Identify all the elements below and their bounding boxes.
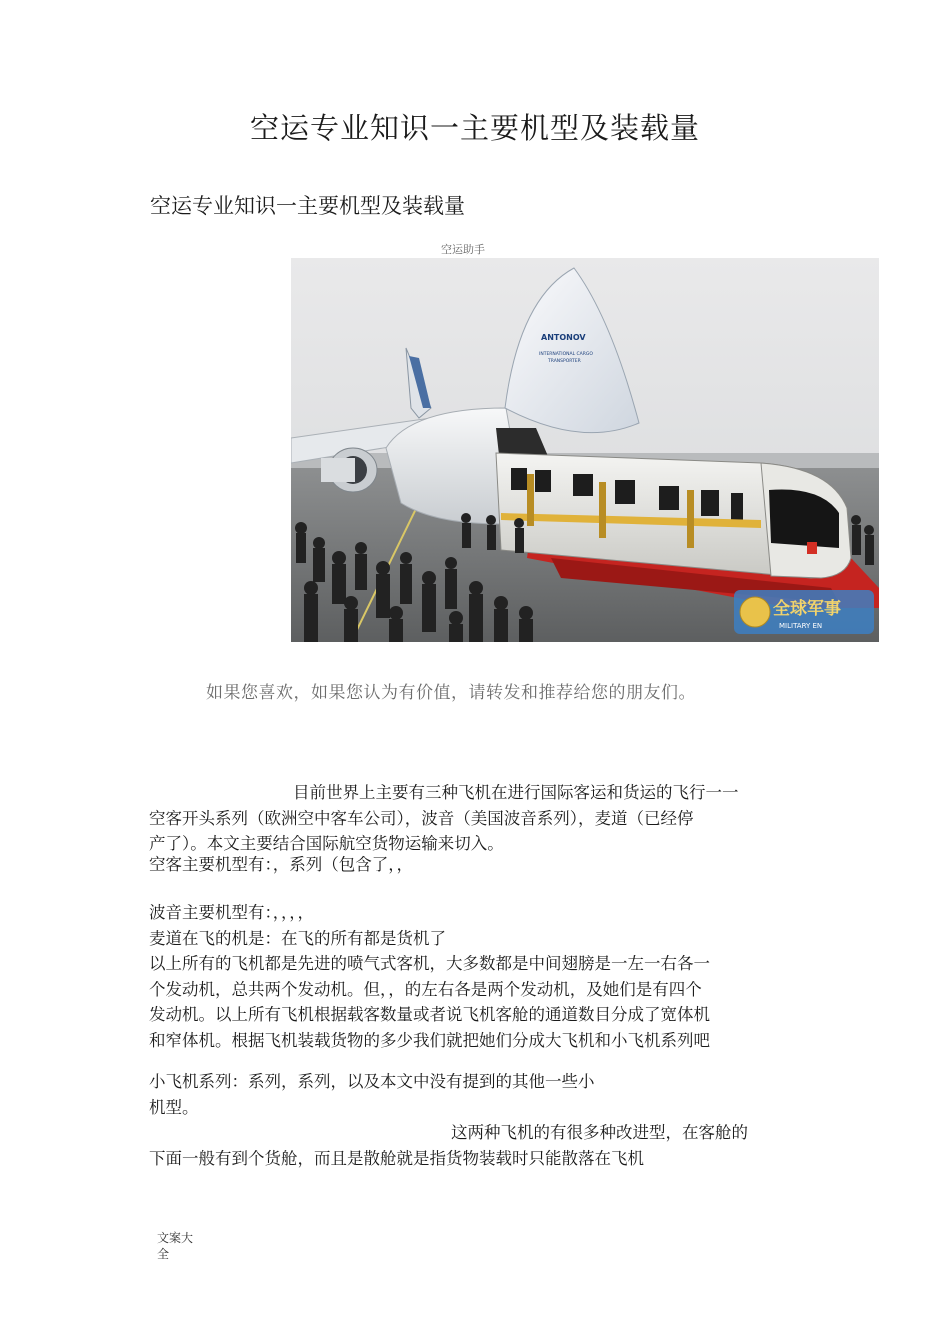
text-line: 空客主要机型有：，系列（包含了，， — [149, 855, 413, 874]
document-subtitle: 空运专业知识一主要机型及装载量 — [150, 194, 465, 218]
watermark-main-text: 全球军事 — [773, 599, 841, 619]
text-line: 机型。 — [149, 1097, 199, 1117]
boeing-models-paragraph — [149, 900, 809, 1053]
nose-line-1-text: INTERNATIONAL CARGO — [539, 352, 593, 357]
share-request-line: 如果您喜欢，如果您认为有价值，请转发和推荐给您的朋友们。 — [206, 683, 696, 703]
text-line: 这两种飞机的有很多种改进型，在客舱的 — [451, 1123, 748, 1142]
text-line: 和窄体机。根据飞机装载货物的多少我们就把她们分成大飞机和小飞机系列吧 — [149, 1030, 710, 1050]
intro-paragraph — [149, 780, 809, 857]
text-line: 发动机。以上所有飞机根据载客数量或者说飞机客舱的通道数目分成了宽体机 — [149, 1005, 710, 1024]
text-line: 下面一般有到个货舱，而且是散舱就是指货物装载时只能散落在飞机 — [149, 1148, 644, 1168]
text-line: 小飞机系列：系列，系列，以及本文中没有提到的其他一些小 — [149, 1072, 595, 1091]
nose-line-2-text: TRANSPORTER — [548, 359, 581, 364]
text-line: 以上所有的飞机都是先进的喷气式客机，大多数都是中间翅膀是一左一右各一 — [149, 954, 710, 973]
text-line: 空客开头系列（欧洲空中客车公司），波音（美国波音系列），麦道（已经停 — [149, 808, 694, 828]
text-line: 麦道在飞的机是：在飞的所有都是货机了 — [149, 928, 446, 948]
text-line: 产了）。本文主要结合国际航空货物运输来切入。 — [149, 834, 504, 853]
text-line: 目前世界上主要有三种飞机在进行国际客运和货运的飞行一一 — [293, 783, 739, 802]
text-line: 个发动机，总共两个发动机。但，，的左右各是两个发动机，及她们是有四个 — [149, 979, 702, 999]
nose-brand-text: ANTONOV — [541, 333, 586, 342]
cargo-hold-paragraph — [149, 1120, 809, 1171]
page-footer: 文案大全 — [157, 1231, 194, 1261]
text-line: 波音主要机型有：，，，， — [149, 903, 314, 922]
author-byline: 空运助手 — [441, 243, 485, 256]
document-title: 空运专业知识一主要机型及装载量 — [249, 111, 700, 145]
small-aircraft-paragraph — [149, 1069, 809, 1120]
watermark-sub-text: MILITARY EN — [779, 622, 823, 630]
cargo-plane-photo — [291, 258, 879, 642]
airbus-models-paragraph — [149, 852, 809, 878]
